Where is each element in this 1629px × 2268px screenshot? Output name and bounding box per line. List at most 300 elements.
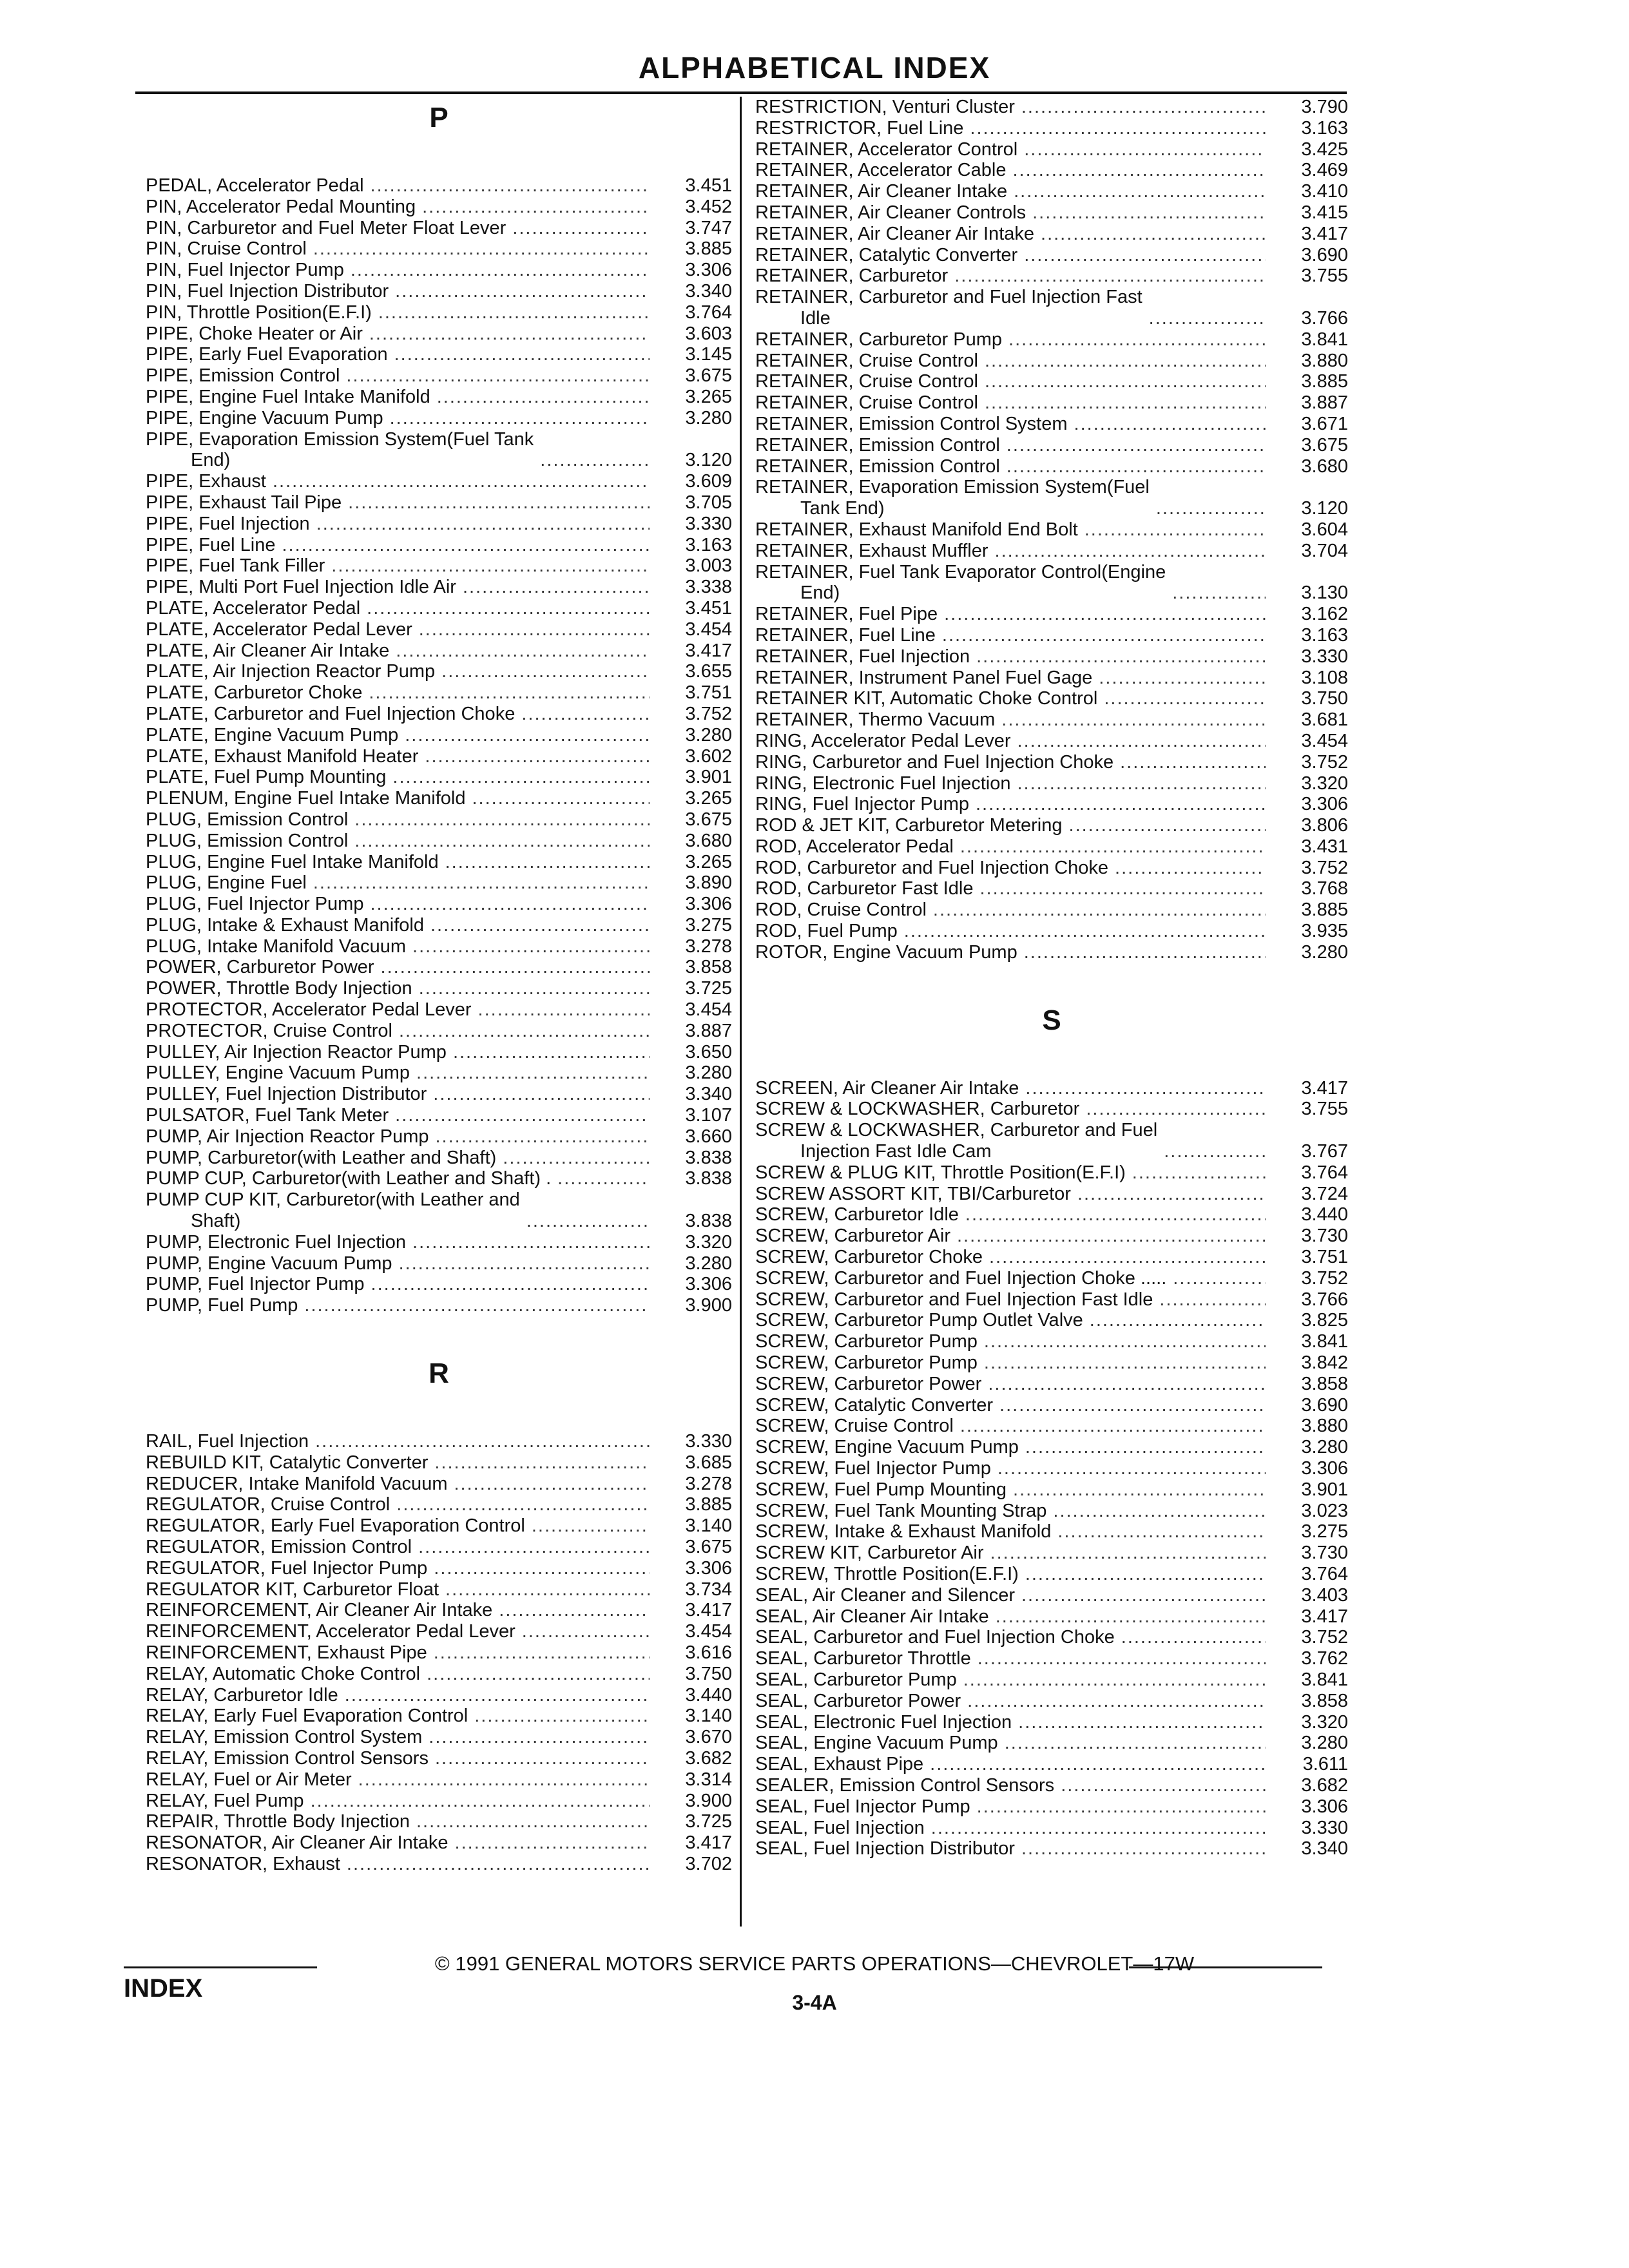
index-entry-number: 3.280 xyxy=(685,1062,732,1084)
index-entry-number: 3.887 xyxy=(1301,392,1348,414)
index-entry-text: PLATE, Fuel Pump Mounting xyxy=(146,767,387,788)
index-entry-text: SEAL, Air Cleaner and Silencer xyxy=(755,1584,1015,1606)
index-entry-text: ROTOR, Engine Vacuum Pump xyxy=(755,941,1017,963)
index-entry-text: SCREW, Carburetor Pump xyxy=(755,1352,978,1374)
footer-page-number: 3-4A xyxy=(792,1991,837,2014)
index-entry-text: RETAINER, Instrument Panel Fuel Gage xyxy=(755,667,1093,688)
index-entry-number: 3.764 xyxy=(685,302,732,323)
index-entry-number: 3.280 xyxy=(685,1253,732,1274)
index-entry-number: 3.280 xyxy=(1301,1437,1348,1458)
dot-leader xyxy=(984,1352,1266,1374)
index-entry xyxy=(755,392,1348,414)
index-entry-text: RELAY, Fuel Pump xyxy=(146,1790,304,1811)
dot-leader xyxy=(1008,329,1266,351)
index-entry-text: REBUILD KIT, Catalytic Converter xyxy=(146,1452,429,1473)
index-entry-label xyxy=(755,1564,1019,1585)
index-entry-text: PUMP, Fuel Pump xyxy=(146,1295,298,1316)
index-entry-text: PUMP, Engine Vacuum Pump xyxy=(146,1253,392,1274)
index-entry-label xyxy=(755,1458,991,1479)
index-entry-text: SCREW, Intake & Exhaust Manifold xyxy=(755,1521,1052,1542)
index-entry-label xyxy=(146,1579,439,1600)
index-entry-label xyxy=(146,788,465,809)
dot-leader xyxy=(354,831,650,852)
index-entry-label xyxy=(146,661,435,682)
index-entry-number: 3.680 xyxy=(685,830,732,851)
index-entry-label xyxy=(146,1062,410,1084)
index-entry xyxy=(755,1733,1348,1754)
index-entry-text: PULLEY, Air Injection Reactor Pump xyxy=(146,1041,447,1062)
index-entry-number: 3.338 xyxy=(685,577,732,598)
index-entry-number: 3.650 xyxy=(685,1041,732,1062)
index-entry-number: 3.162 xyxy=(1301,604,1348,625)
index-entry-label xyxy=(146,218,506,239)
index-entry-number: 3.306 xyxy=(1301,1458,1348,1479)
dot-leader xyxy=(1024,139,1266,160)
index-entry-text: PLATE, Carburetor Choke xyxy=(146,682,363,704)
index-entry-text: PIPE, Multi Port Fuel Injection Idle Air xyxy=(146,577,456,598)
index-entry-text: SCREW, Fuel Tank Mounting Strap xyxy=(755,1500,1047,1521)
dot-leader xyxy=(381,957,650,978)
index-entry-number: 3.841 xyxy=(1301,1669,1348,1690)
index-entry-text: RETAINER, Emission Control xyxy=(755,456,1000,477)
index-entry-label xyxy=(146,471,266,492)
dot-leader xyxy=(1090,1310,1266,1331)
index-entry xyxy=(146,408,732,429)
index-entry-label xyxy=(146,1727,422,1748)
dot-leader xyxy=(419,619,650,640)
dot-leader xyxy=(985,351,1266,372)
dot-leader xyxy=(499,1600,650,1621)
index-entry-number: 3.768 xyxy=(1301,878,1348,899)
index-entry-text: PIN, Carburetor and Fuel Meter Float Lever xyxy=(146,217,506,238)
index-entry-text: PIPE, Early Fuel Evaporation xyxy=(146,344,388,365)
index-entry-text: SEAL, Air Cleaner Air Intake xyxy=(755,1606,989,1627)
dot-leader xyxy=(425,746,650,767)
index-entry-label xyxy=(146,1021,392,1042)
index-entry-number: 3.670 xyxy=(685,1727,732,1748)
dot-leader xyxy=(304,1295,650,1316)
index-entry xyxy=(755,329,1348,351)
index-entry xyxy=(146,809,732,831)
dot-leader xyxy=(436,1126,650,1148)
index-entry-text: SEAL, Carburetor and Fuel Injection Choke xyxy=(755,1627,1115,1648)
index-entry xyxy=(146,429,732,472)
index-entry-text: SEAL, Electronic Fuel Injection xyxy=(755,1711,1012,1733)
index-entry-text: SCREW, Carburetor Air xyxy=(755,1225,950,1247)
index-entry-text: RETAINER, Fuel Injection xyxy=(755,646,970,667)
index-entry-number: 3.682 xyxy=(685,1747,732,1769)
index-entry xyxy=(146,302,732,323)
index-entry-number: 3.616 xyxy=(685,1642,732,1663)
index-entry-text: REGULATOR, Cruise Control xyxy=(146,1494,390,1515)
index-entry-text: PUMP CUP KIT, Carburetor(with Leather and xyxy=(146,1189,520,1211)
column-divider xyxy=(740,97,742,1927)
index-entry-label xyxy=(755,414,1068,435)
dot-leader xyxy=(960,1416,1266,1437)
dot-leader xyxy=(976,646,1266,668)
index-entry-label xyxy=(146,1295,298,1316)
index-entry xyxy=(146,725,732,746)
index-entry xyxy=(146,767,732,788)
index-entry-number: 3.750 xyxy=(685,1663,732,1684)
index-entry-label xyxy=(146,1042,447,1063)
index-entry-label xyxy=(146,1148,496,1169)
index-entry-text: PLUG, Engine Fuel xyxy=(146,872,307,894)
index-entry-label xyxy=(755,1691,961,1712)
dot-leader xyxy=(472,788,650,809)
index-entry-number: 3.704 xyxy=(1301,540,1348,561)
index-entry-text: RETAINER, Catalytic Converter xyxy=(755,244,1018,265)
index-entry-text: SEAL, Exhaust Pipe xyxy=(755,1754,924,1775)
index-entry-label xyxy=(755,1627,1115,1648)
index-entry xyxy=(146,957,732,978)
index-entry-number: 3.320 xyxy=(1301,773,1348,794)
index-entry xyxy=(755,1754,1348,1775)
index-entry xyxy=(146,1558,732,1579)
dot-leader xyxy=(1115,858,1266,879)
index-entry xyxy=(146,831,732,852)
index-entry-label xyxy=(755,1754,923,1775)
index-entry-number: 3.140 xyxy=(685,1515,732,1537)
index-entry xyxy=(146,1189,732,1232)
index-entry-label xyxy=(755,1374,981,1395)
index-entry-continuation: End) xyxy=(800,582,840,604)
index-entry-text: ROD, Accelerator Pedal xyxy=(755,836,954,857)
dot-leader xyxy=(315,1431,650,1452)
index-entry-text: SCREW, Fuel Pump Mounting xyxy=(755,1479,1007,1500)
index-entry-number: 3.425 xyxy=(1301,139,1348,160)
dot-leader xyxy=(1173,1268,1266,1289)
index-entry-text: REINFORCEMENT, Air Cleaner Air Intake xyxy=(146,1600,493,1621)
dot-leader xyxy=(399,1021,650,1042)
index-entry xyxy=(755,1331,1348,1352)
section-p-entries xyxy=(146,175,732,1316)
index-entry-label xyxy=(146,915,424,936)
index-entry xyxy=(755,1775,1348,1796)
dot-leader xyxy=(512,218,650,239)
index-entry xyxy=(755,1268,1348,1289)
index-entry-number: 3.901 xyxy=(1301,1479,1348,1500)
index-entry-text: RELAY, Fuel or Air Meter xyxy=(146,1769,352,1790)
index-entry-number: 3.747 xyxy=(685,217,732,238)
index-entry xyxy=(755,1458,1348,1479)
index-entry xyxy=(755,1669,1348,1691)
dot-leader xyxy=(931,1818,1266,1839)
index-entry-text: RETAINER, Emission Control xyxy=(755,434,1000,456)
index-entry-text: SEAL, Fuel Injection xyxy=(755,1817,925,1838)
index-entry xyxy=(755,139,1348,160)
index-entry xyxy=(146,1621,732,1642)
index-entry-label xyxy=(146,704,515,725)
index-entry-number: 3.725 xyxy=(685,978,732,999)
index-entry-label xyxy=(146,767,386,788)
index-entry-text: PIN, Throttle Position(E.F.I) xyxy=(146,302,372,323)
index-entry-number: 3.265 xyxy=(685,386,732,407)
index-entry-label xyxy=(146,1854,340,1875)
index-entry xyxy=(146,344,732,365)
footer-section-label: INDEX xyxy=(124,1974,203,2003)
index-entry-number: 3.887 xyxy=(685,1020,732,1041)
dot-leader xyxy=(989,1247,1266,1268)
index-entry-number: 3.130 xyxy=(1301,582,1348,604)
index-entry-number: 3.306 xyxy=(685,1274,732,1295)
index-entry-label xyxy=(755,1331,978,1352)
index-entry xyxy=(146,1685,732,1706)
index-entry xyxy=(755,709,1348,731)
index-entry xyxy=(755,371,1348,392)
index-entry-number: 3.880 xyxy=(1301,350,1348,371)
index-entry-text: REGULATOR KIT, Carburetor Float xyxy=(146,1579,439,1600)
index-entry-number: 3.452 xyxy=(685,196,732,217)
dot-leader xyxy=(399,1253,650,1274)
dot-leader xyxy=(977,1796,1266,1818)
index-entry-text: PLATE, Accelerator Pedal xyxy=(146,597,361,619)
index-entry-continuation: Shaft) xyxy=(191,1211,241,1232)
index-entry xyxy=(146,1748,732,1769)
dot-leader xyxy=(371,175,650,197)
index-entry-number: 3.120 xyxy=(685,450,732,471)
index-entry-number: 3.730 xyxy=(1301,1225,1348,1247)
index-entry xyxy=(755,1437,1348,1458)
index-entry-label xyxy=(755,773,1010,794)
index-entry-number: 3.838 xyxy=(685,1147,732,1168)
dot-leader xyxy=(1001,709,1266,731)
index-entry-number: 3.145 xyxy=(685,344,732,365)
index-entry-text: RETAINER, Cruise Control xyxy=(755,371,978,392)
index-entry-text: PIPE, Fuel Line xyxy=(146,534,276,555)
index-entry-label xyxy=(755,118,963,139)
index-entry-label xyxy=(755,1733,998,1754)
index-entry-label xyxy=(146,1431,309,1452)
index-entry-label xyxy=(755,519,1078,541)
index-entry xyxy=(755,731,1348,752)
section-letter-s: S xyxy=(1042,1004,1061,1036)
index-entry-text: PLATE, Carburetor and Fuel Injection Choke xyxy=(146,703,516,724)
footer-copyright: © 1991 GENERAL MOTORS SERVICE PARTS OPERATIONS—CHEVROLET—17W xyxy=(434,1952,1195,1975)
dot-leader xyxy=(978,1648,1266,1669)
dot-leader xyxy=(1013,160,1266,181)
index-entry-label xyxy=(755,181,1007,202)
index-entry-number: 3.440 xyxy=(685,1684,732,1706)
index-entry xyxy=(146,1062,732,1084)
index-entry-number: 3.417 xyxy=(685,1832,732,1854)
index-entry-text: RETAINER, Fuel Line xyxy=(755,624,936,646)
index-entry-text: PUMP, Fuel Injector Pump xyxy=(146,1274,365,1295)
index-entry-text: RESONATOR, Exhaust xyxy=(146,1853,340,1874)
index-entry-text: RING, Electronic Fuel Injection xyxy=(755,773,1011,794)
index-entry-label xyxy=(146,746,418,767)
index-entry-label xyxy=(755,1352,978,1374)
index-entry-number: 3.675 xyxy=(685,1537,732,1558)
index-entry xyxy=(755,1204,1348,1225)
left-column xyxy=(146,97,732,1875)
index-entry xyxy=(755,1796,1348,1818)
index-entry-text: RAIL, Fuel Injection xyxy=(146,1431,309,1452)
index-entry xyxy=(146,1084,732,1105)
index-entry-text: PLUG, Fuel Injector Pump xyxy=(146,894,364,915)
index-entry-label xyxy=(755,1775,1054,1796)
index-entry-label xyxy=(755,1606,989,1628)
index-entry-label xyxy=(146,1537,412,1558)
dot-leader xyxy=(963,1669,1266,1691)
index-entry-label xyxy=(755,899,927,921)
index-entry xyxy=(146,915,732,936)
index-entry-label xyxy=(755,329,1002,351)
index-entry-label xyxy=(755,456,1000,477)
index-entry-number: 3.275 xyxy=(685,914,732,936)
dot-leader xyxy=(1032,202,1266,224)
index-entry xyxy=(146,1854,732,1875)
index-entry-label xyxy=(755,1225,950,1247)
dot-leader xyxy=(995,541,1266,562)
index-entry xyxy=(755,794,1348,815)
index-entry-text: PROTECTOR, Accelerator Pedal Lever xyxy=(146,999,472,1021)
index-entry xyxy=(755,942,1348,963)
index-entry-number: 3.320 xyxy=(1301,1711,1348,1733)
index-entry-number: 3.431 xyxy=(1301,836,1348,857)
index-entry-label xyxy=(146,1452,428,1474)
index-entry xyxy=(146,218,732,239)
index-entry-text: RELAY, Carburetor Idle xyxy=(146,1684,338,1706)
dot-leader xyxy=(988,1374,1266,1395)
index-entry-label xyxy=(146,1748,429,1769)
index-entry-text: PIN, Fuel Injection Distributor xyxy=(146,280,389,302)
index-entry-number: 3.705 xyxy=(685,492,732,513)
index-entry-label xyxy=(755,604,938,625)
index-entry-label xyxy=(146,1253,392,1274)
index-entry-label xyxy=(146,1621,516,1642)
dot-leader xyxy=(445,852,650,873)
dot-leader xyxy=(395,281,650,302)
index-entry xyxy=(146,598,732,619)
index-entry-label xyxy=(755,224,1034,245)
dot-leader xyxy=(434,1452,650,1474)
index-entry-number: 3.340 xyxy=(685,1084,732,1105)
index-entry-number: 3.330 xyxy=(1301,1817,1348,1838)
dot-leader xyxy=(390,408,650,429)
index-entry-number: 3.762 xyxy=(1301,1648,1348,1669)
index-entry xyxy=(755,1818,1348,1839)
index-entry-number: 3.440 xyxy=(1301,1204,1348,1225)
index-entry xyxy=(146,1042,732,1063)
index-entry-text: PLATE, Air Injection Reactor Pump xyxy=(146,661,436,682)
dot-leader xyxy=(970,118,1266,139)
index-entry-label xyxy=(755,139,1017,160)
index-entry-text: REGULATOR, Fuel Injector Pump xyxy=(146,1557,428,1579)
index-entry-number: 3.655 xyxy=(685,661,732,682)
index-entry-label xyxy=(146,1832,448,1854)
index-entry xyxy=(146,619,732,640)
index-entry xyxy=(755,287,1348,329)
index-entry-label xyxy=(146,323,363,345)
index-entry-text: RELAY, Emission Control Sensors xyxy=(146,1747,429,1769)
index-entry-label xyxy=(146,302,372,323)
index-entry xyxy=(146,1727,732,1748)
index-entry-label xyxy=(146,598,360,619)
index-entry xyxy=(146,999,732,1021)
index-entry xyxy=(755,118,1348,139)
dot-leader xyxy=(967,1691,1266,1712)
index-entry-number: 3.611 xyxy=(1302,1754,1348,1775)
index-entry-text: PIPE, Choke Heater or Air xyxy=(146,323,363,344)
index-entry-label xyxy=(755,921,898,942)
index-entry-number: 3.750 xyxy=(1301,688,1348,709)
index-entry-number: 3.725 xyxy=(685,1811,732,1832)
index-entry-label xyxy=(146,1189,520,1232)
index-entry-label xyxy=(755,97,1015,118)
index-entry-number: 3.163 xyxy=(1301,624,1348,646)
index-entry-number: 3.724 xyxy=(1301,1183,1348,1204)
index-entry-number: 3.265 xyxy=(685,851,732,872)
index-entry xyxy=(146,1452,732,1474)
index-entry-number: 3.682 xyxy=(1301,1774,1348,1796)
index-entry-text: RETAINER, Accelerator Cable xyxy=(755,160,1007,181)
index-entry xyxy=(146,1168,732,1189)
index-entry xyxy=(755,1564,1348,1585)
index-entry-number: 3.900 xyxy=(685,1790,732,1811)
dot-leader xyxy=(985,371,1266,392)
index-entry xyxy=(755,1691,1348,1712)
index-entry xyxy=(146,704,732,725)
index-entry xyxy=(146,1494,732,1515)
dot-leader xyxy=(1017,773,1266,794)
dot-leader xyxy=(998,1458,1266,1479)
index-entry-label xyxy=(755,371,978,392)
dot-leader xyxy=(455,1832,650,1854)
dot-leader xyxy=(474,1706,650,1727)
index-entry-text: RETAINER, Evaporation Emission System(Fuel xyxy=(755,477,1150,498)
index-entry xyxy=(755,1479,1348,1501)
index-entry-number: 3.280 xyxy=(685,724,732,745)
index-entry xyxy=(146,1769,732,1791)
index-entry-label xyxy=(146,872,307,894)
index-entry-label xyxy=(146,831,348,852)
index-entry-label xyxy=(755,1268,1166,1289)
dot-leader xyxy=(311,1791,650,1812)
index-entry-number: 3.702 xyxy=(685,1853,732,1874)
index-entry-number: 3.602 xyxy=(685,745,732,767)
index-entry xyxy=(755,541,1348,562)
index-entry-text: PEDAL, Accelerator Pedal xyxy=(146,175,364,196)
index-entry-text: SCREW, Cruise Control xyxy=(755,1416,954,1437)
index-entry xyxy=(146,281,732,302)
dot-leader xyxy=(1164,1141,1266,1162)
index-entry-text: RETAINER, Carburetor Pump xyxy=(755,329,1003,350)
index-entry-number: 3.752 xyxy=(1301,751,1348,773)
index-entry xyxy=(755,773,1348,794)
dot-leader xyxy=(419,978,650,999)
index-entry-label xyxy=(755,477,1150,519)
dot-leader xyxy=(1104,688,1266,709)
dot-leader xyxy=(412,936,650,957)
index-entry xyxy=(146,661,732,682)
index-entry-text: PLATE, Exhaust Manifold Heater xyxy=(146,745,419,767)
index-entry-number: 3.609 xyxy=(685,471,732,492)
index-entry-number: 3.730 xyxy=(1301,1542,1348,1564)
index-entry-number: 3.841 xyxy=(1301,1331,1348,1352)
dot-leader xyxy=(1053,1501,1266,1522)
index-entry xyxy=(146,978,732,999)
index-entry-label xyxy=(146,999,472,1021)
dot-leader xyxy=(416,1062,650,1084)
index-entry-number: 3.752 xyxy=(1301,1627,1348,1648)
index-entry xyxy=(755,1648,1348,1669)
dot-leader xyxy=(942,625,1266,646)
index-entry-number: 3.415 xyxy=(1301,202,1348,223)
dot-leader xyxy=(1005,1733,1266,1754)
dot-leader xyxy=(930,1754,1266,1775)
index-entry-number: 3.885 xyxy=(1301,371,1348,392)
